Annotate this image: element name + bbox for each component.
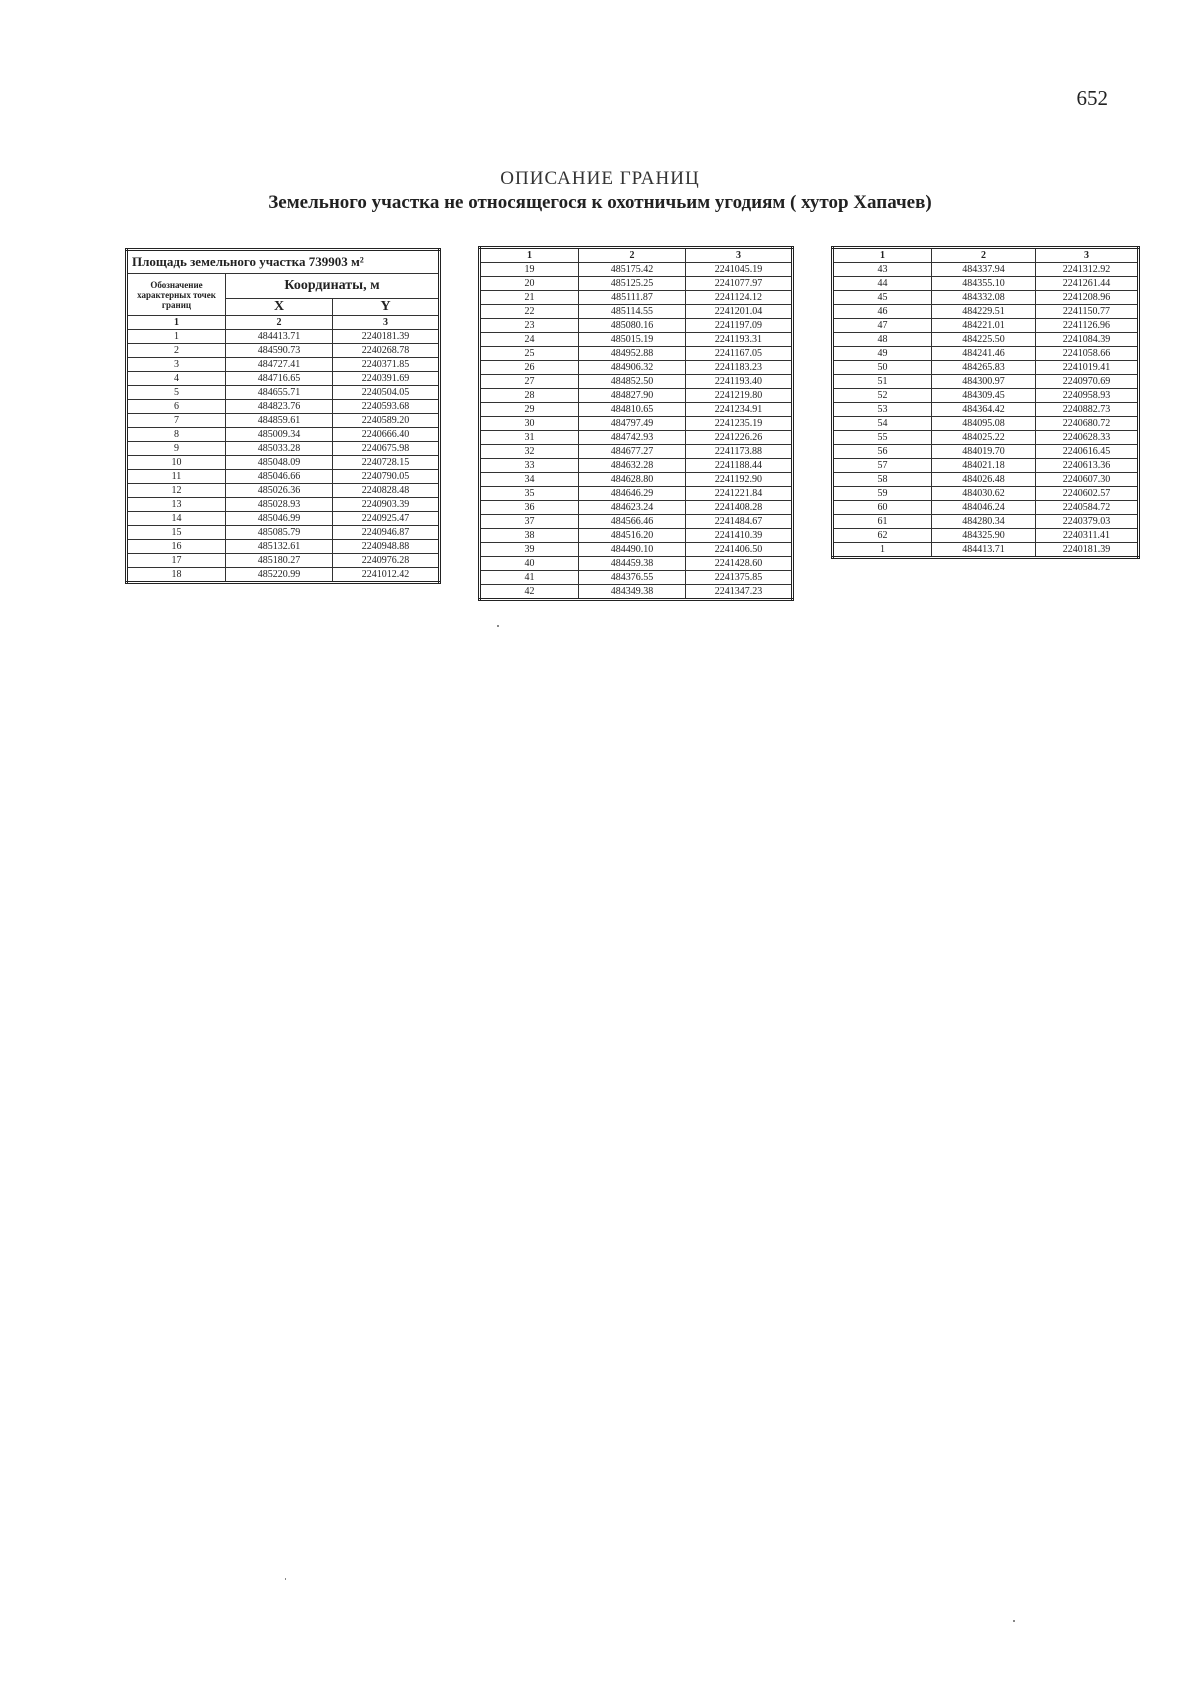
y-coordinate-cell: 2240882.73 [1036, 403, 1139, 417]
table-row [480, 459, 793, 473]
x-coordinate-cell: 484225.50 [932, 333, 1036, 347]
table-row [480, 557, 793, 571]
y-coordinate-cell: 2240391.69 [333, 372, 440, 386]
point-number-cell: 29 [480, 403, 579, 417]
y-coordinate-cell: 2241167.05 [686, 347, 793, 361]
point-number-cell: 17 [127, 554, 226, 568]
y-coordinate-cell: 2241058.66 [1036, 347, 1139, 361]
column-number: 2 [226, 316, 333, 330]
table-row [480, 571, 793, 585]
x-coordinate-cell: 484280.34 [932, 515, 1036, 529]
table-row [480, 543, 793, 557]
point-number-cell: 24 [480, 333, 579, 347]
coordinates-table-1 [125, 248, 441, 584]
point-number-cell: 49 [833, 347, 932, 361]
table-row [480, 333, 793, 347]
x-coordinate-cell: 484332.08 [932, 291, 1036, 305]
x-coordinate-cell: 484516.20 [579, 529, 686, 543]
y-coordinate-cell: 2241375.85 [686, 571, 793, 585]
point-number-cell: 22 [480, 305, 579, 319]
column-number: 2 [932, 248, 1036, 263]
x-coordinate-cell: 485015.19 [579, 333, 686, 347]
x-coordinate-cell: 484797.49 [579, 417, 686, 431]
x-coordinate-cell: 485125.25 [579, 277, 686, 291]
table-row [480, 473, 793, 487]
x-coordinate-cell: 484952.88 [579, 347, 686, 361]
x-coordinate-cell: 484859.61 [226, 414, 333, 428]
point-number-cell: 41 [480, 571, 579, 585]
x-coordinate-cell: 484810.65 [579, 403, 686, 417]
x-coordinate-cell: 484632.28 [579, 459, 686, 473]
table-row [480, 291, 793, 305]
point-number-cell: 3 [127, 358, 226, 372]
table-row [480, 319, 793, 333]
y-coordinate-cell: 2240828.48 [333, 484, 440, 498]
y-coordinate-cell: 2241192.90 [686, 473, 793, 487]
point-number-cell: 45 [833, 291, 932, 305]
x-coordinate-cell: 484716.65 [226, 372, 333, 386]
x-coordinate-cell: 485080.16 [579, 319, 686, 333]
table-row [480, 347, 793, 361]
table-row [833, 543, 1139, 558]
y-coordinate-cell: 2241124.12 [686, 291, 793, 305]
y-coordinate-cell: 2241208.96 [1036, 291, 1139, 305]
table-row [833, 361, 1139, 375]
y-coordinate-cell: 2240504.05 [333, 386, 440, 400]
y-coordinate-cell: 2240675.98 [333, 442, 440, 456]
point-number-cell: 12 [127, 484, 226, 498]
x-coordinate-cell: 484459.38 [579, 557, 686, 571]
point-number-cell: 38 [480, 529, 579, 543]
x-coordinate-cell: 484590.73 [226, 344, 333, 358]
point-number-cell: 20 [480, 277, 579, 291]
x-coordinate-cell: 484095.08 [932, 417, 1036, 431]
y-coordinate-cell: 2240181.39 [333, 330, 440, 344]
x-coordinate-cell: 485046.66 [226, 470, 333, 484]
point-number-cell: 55 [833, 431, 932, 445]
point-number-cell: 6 [127, 400, 226, 414]
coordinates-table-2 [478, 246, 794, 601]
point-number-cell: 35 [480, 487, 579, 501]
x-coordinate-cell: 485048.09 [226, 456, 333, 470]
x-coordinate-cell: 484241.46 [932, 347, 1036, 361]
y-coordinate-cell: 2240790.05 [333, 470, 440, 484]
coordinates-table-3 [831, 246, 1140, 559]
x-coordinate-cell: 485033.28 [226, 442, 333, 456]
point-number-cell: 1 [833, 543, 932, 558]
point-number-cell: 4 [127, 372, 226, 386]
x-coordinate-cell: 484566.46 [579, 515, 686, 529]
table-row [127, 330, 440, 344]
y-coordinate-cell: 2241193.40 [686, 375, 793, 389]
y-coordinate-cell: 2241219.80 [686, 389, 793, 403]
y-coordinate-cell: 2241077.97 [686, 277, 793, 291]
point-number-cell: 11 [127, 470, 226, 484]
y-coordinate-cell: 2240925.47 [333, 512, 440, 526]
table-row [480, 515, 793, 529]
x-coordinate-cell: 484628.80 [579, 473, 686, 487]
y-coordinate-cell: 2241126.96 [1036, 319, 1139, 333]
point-number-cell: 50 [833, 361, 932, 375]
x-coordinate-cell: 484906.32 [579, 361, 686, 375]
y-coordinate-cell: 2241197.09 [686, 319, 793, 333]
y-coordinate-cell: 2240268.78 [333, 344, 440, 358]
table-row [833, 529, 1139, 543]
y-coordinate-cell: 2240371.85 [333, 358, 440, 372]
table-row [833, 473, 1139, 487]
table-row [833, 263, 1139, 277]
x-coordinate-cell: 484364.42 [932, 403, 1036, 417]
column-number: 1 [833, 248, 932, 263]
table-row [480, 277, 793, 291]
column-number: 3 [333, 316, 440, 330]
y-coordinate-cell: 2240379.03 [1036, 515, 1139, 529]
table-row [127, 554, 440, 568]
point-number-cell: 14 [127, 512, 226, 526]
table-row [480, 263, 793, 277]
point-number-cell: 59 [833, 487, 932, 501]
y-column-header: Y [333, 299, 440, 316]
point-number-cell: 8 [127, 428, 226, 442]
x-coordinate-cell: 485132.61 [226, 540, 333, 554]
table-row [480, 529, 793, 543]
point-number-cell: 25 [480, 347, 579, 361]
table-row [127, 568, 440, 583]
table-row [127, 484, 440, 498]
y-coordinate-cell: 2241226.26 [686, 431, 793, 445]
point-number-cell: 57 [833, 459, 932, 473]
point-number-cell: 33 [480, 459, 579, 473]
point-number-cell: 53 [833, 403, 932, 417]
y-coordinate-cell: 2241347.23 [686, 585, 793, 600]
y-coordinate-cell: 2241261.44 [1036, 277, 1139, 291]
point-number-cell: 39 [480, 543, 579, 557]
table-row [833, 403, 1139, 417]
table-row [480, 361, 793, 375]
point-number-cell: 21 [480, 291, 579, 305]
point-number-cell: 36 [480, 501, 579, 515]
table-row [833, 333, 1139, 347]
y-coordinate-cell: 2240593.68 [333, 400, 440, 414]
point-number-cell: 46 [833, 305, 932, 319]
y-coordinate-cell: 2240728.15 [333, 456, 440, 470]
point-number-cell: 23 [480, 319, 579, 333]
point-number-cell: 5 [127, 386, 226, 400]
x-coordinate-cell: 485009.34 [226, 428, 333, 442]
column-number: 1 [127, 316, 226, 330]
y-coordinate-cell: 2241150.77 [1036, 305, 1139, 319]
y-coordinate-cell: 2241045.19 [686, 263, 793, 277]
y-coordinate-cell: 2241410.39 [686, 529, 793, 543]
table-row [833, 291, 1139, 305]
point-number-cell: 15 [127, 526, 226, 540]
x-coordinate-cell: 484355.10 [932, 277, 1036, 291]
document-subtitle: Земельного участка не относящегося к охотничьим угодиям ( хутор Хапачев) [268, 192, 932, 213]
x-coordinate-cell: 484827.90 [579, 389, 686, 403]
document-title: ОПИСАНИЕ ГРАНИЦ [500, 168, 700, 189]
point-number-cell: 42 [480, 585, 579, 600]
y-coordinate-cell: 2241188.44 [686, 459, 793, 473]
point-number-cell: 61 [833, 515, 932, 529]
y-coordinate-cell: 2241019.41 [1036, 361, 1139, 375]
x-coordinate-cell: 485175.42 [579, 263, 686, 277]
x-coordinate-cell: 484490.10 [579, 543, 686, 557]
x-coordinate-cell: 485114.55 [579, 305, 686, 319]
point-number-cell: 58 [833, 473, 932, 487]
table-row [480, 445, 793, 459]
point-number-cell: 13 [127, 498, 226, 512]
table-row [833, 501, 1139, 515]
x-column-header: X [226, 299, 333, 316]
x-coordinate-cell: 485046.99 [226, 512, 333, 526]
y-coordinate-cell: 2240616.45 [1036, 445, 1139, 459]
y-coordinate-cell: 2240666.40 [333, 428, 440, 442]
table-row [833, 347, 1139, 361]
table-row [127, 358, 440, 372]
point-number-cell: 28 [480, 389, 579, 403]
x-coordinate-cell: 485180.27 [226, 554, 333, 568]
y-coordinate-cell: 2241193.31 [686, 333, 793, 347]
point-number-cell: 30 [480, 417, 579, 431]
x-coordinate-cell: 484309.45 [932, 389, 1036, 403]
table-row [127, 428, 440, 442]
point-number-cell: 2 [127, 344, 226, 358]
y-coordinate-cell: 2240589.20 [333, 414, 440, 428]
x-coordinate-cell: 484337.94 [932, 263, 1036, 277]
table-row [833, 515, 1139, 529]
point-number-cell: 1 [127, 330, 226, 344]
table-row [127, 540, 440, 554]
table-row [127, 414, 440, 428]
point-number-cell: 34 [480, 473, 579, 487]
y-coordinate-cell: 2240970.69 [1036, 375, 1139, 389]
point-number-cell: 37 [480, 515, 579, 529]
table-row [480, 389, 793, 403]
y-coordinate-cell: 2241201.04 [686, 305, 793, 319]
table-row [480, 417, 793, 431]
point-designation-header: Обозначение характерных точек границ [127, 274, 226, 316]
table-row [833, 445, 1139, 459]
column-number: 2 [579, 248, 686, 263]
x-coordinate-cell: 484852.50 [579, 375, 686, 389]
point-number-cell: 60 [833, 501, 932, 515]
scan-speck [285, 1578, 286, 1580]
point-number-cell: 51 [833, 375, 932, 389]
table-row [127, 456, 440, 470]
table-row [833, 487, 1139, 501]
table-row [833, 319, 1139, 333]
x-coordinate-cell: 484265.83 [932, 361, 1036, 375]
x-coordinate-cell: 484229.51 [932, 305, 1036, 319]
point-number-cell: 31 [480, 431, 579, 445]
point-number-cell: 16 [127, 540, 226, 554]
y-coordinate-cell: 2241183.23 [686, 361, 793, 375]
point-number-cell: 54 [833, 417, 932, 431]
column-number: 3 [1036, 248, 1139, 263]
point-number-cell: 7 [127, 414, 226, 428]
point-number-cell: 43 [833, 263, 932, 277]
y-coordinate-cell: 2240311.41 [1036, 529, 1139, 543]
y-coordinate-cell: 2240903.39 [333, 498, 440, 512]
x-coordinate-cell: 484742.93 [579, 431, 686, 445]
y-coordinate-cell: 2241234.91 [686, 403, 793, 417]
y-coordinate-cell: 2241084.39 [1036, 333, 1139, 347]
y-coordinate-cell: 2240976.28 [333, 554, 440, 568]
y-coordinate-cell: 2240946.87 [333, 526, 440, 540]
table-row [127, 470, 440, 484]
point-number-cell: 48 [833, 333, 932, 347]
coordinates-header: Координаты, м [226, 274, 440, 299]
y-coordinate-cell: 2241406.50 [686, 543, 793, 557]
x-coordinate-cell: 484823.76 [226, 400, 333, 414]
column-number: 3 [686, 248, 793, 263]
y-coordinate-cell: 2241408.28 [686, 501, 793, 515]
point-number-cell: 27 [480, 375, 579, 389]
x-coordinate-cell: 484325.90 [932, 529, 1036, 543]
page-number: 652 [1076, 86, 1108, 110]
table-row [480, 403, 793, 417]
point-number-cell: 9 [127, 442, 226, 456]
table-row [480, 501, 793, 515]
x-coordinate-cell: 484413.71 [932, 543, 1036, 558]
x-coordinate-cell: 484021.18 [932, 459, 1036, 473]
x-coordinate-cell: 485085.79 [226, 526, 333, 540]
y-coordinate-cell: 2240680.72 [1036, 417, 1139, 431]
x-coordinate-cell: 484677.27 [579, 445, 686, 459]
x-coordinate-cell: 484025.22 [932, 431, 1036, 445]
x-coordinate-cell: 484623.24 [579, 501, 686, 515]
y-coordinate-cell: 2240613.36 [1036, 459, 1139, 473]
table-row [833, 389, 1139, 403]
x-coordinate-cell: 484349.38 [579, 585, 686, 600]
table-row [127, 400, 440, 414]
point-number-cell: 18 [127, 568, 226, 583]
x-coordinate-cell: 484030.62 [932, 487, 1036, 501]
y-coordinate-cell: 2240602.57 [1036, 487, 1139, 501]
table-row [833, 305, 1139, 319]
y-coordinate-cell: 2241235.19 [686, 417, 793, 431]
x-coordinate-cell: 484221.01 [932, 319, 1036, 333]
y-coordinate-cell: 2240948.88 [333, 540, 440, 554]
x-coordinate-cell: 484300.97 [932, 375, 1036, 389]
column-number: 1 [480, 248, 579, 263]
table-row [480, 585, 793, 600]
y-coordinate-cell: 2241012.42 [333, 568, 440, 583]
area-label: Площадь земельного участка 739903 м² [127, 250, 440, 274]
table-row [127, 372, 440, 386]
x-coordinate-cell: 484655.71 [226, 386, 333, 400]
table-row [480, 375, 793, 389]
point-number-cell: 19 [480, 263, 579, 277]
table-row [480, 487, 793, 501]
table-row [480, 305, 793, 319]
x-coordinate-cell: 484413.71 [226, 330, 333, 344]
table-row [127, 512, 440, 526]
x-coordinate-cell: 484376.55 [579, 571, 686, 585]
table-row [833, 459, 1139, 473]
x-coordinate-cell: 484046.24 [932, 501, 1036, 515]
table-row [480, 431, 793, 445]
point-number-cell: 52 [833, 389, 932, 403]
table-row [833, 431, 1139, 445]
point-number-cell: 47 [833, 319, 932, 333]
point-number-cell: 40 [480, 557, 579, 571]
x-coordinate-cell: 485111.87 [579, 291, 686, 305]
y-coordinate-cell: 2241312.92 [1036, 263, 1139, 277]
y-coordinate-cell: 2240181.39 [1036, 543, 1139, 558]
table-row [127, 442, 440, 456]
y-coordinate-cell: 2240958.93 [1036, 389, 1139, 403]
point-number-cell: 26 [480, 361, 579, 375]
table-row [127, 386, 440, 400]
x-coordinate-cell: 484019.70 [932, 445, 1036, 459]
point-number-cell: 10 [127, 456, 226, 470]
y-coordinate-cell: 2241173.88 [686, 445, 793, 459]
y-coordinate-cell: 2240584.72 [1036, 501, 1139, 515]
point-number-cell: 44 [833, 277, 932, 291]
x-coordinate-cell: 484026.48 [932, 473, 1036, 487]
y-coordinate-cell: 2241484.67 [686, 515, 793, 529]
y-coordinate-cell: 2240607.30 [1036, 473, 1139, 487]
y-coordinate-cell: 2241221.84 [686, 487, 793, 501]
point-number-cell: 32 [480, 445, 579, 459]
x-coordinate-cell: 485026.36 [226, 484, 333, 498]
scan-speck [1013, 1620, 1015, 1622]
table-row [127, 344, 440, 358]
scan-speck [497, 625, 499, 627]
x-coordinate-cell: 484646.29 [579, 487, 686, 501]
table-row [833, 417, 1139, 431]
table-row [833, 375, 1139, 389]
y-coordinate-cell: 2240628.33 [1036, 431, 1139, 445]
x-coordinate-cell: 485028.93 [226, 498, 333, 512]
y-coordinate-cell: 2241428.60 [686, 557, 793, 571]
table-row [833, 277, 1139, 291]
x-coordinate-cell: 484727.41 [226, 358, 333, 372]
x-coordinate-cell: 485220.99 [226, 568, 333, 583]
point-number-cell: 56 [833, 445, 932, 459]
table-row [127, 498, 440, 512]
point-number-cell: 62 [833, 529, 932, 543]
table-row [127, 526, 440, 540]
